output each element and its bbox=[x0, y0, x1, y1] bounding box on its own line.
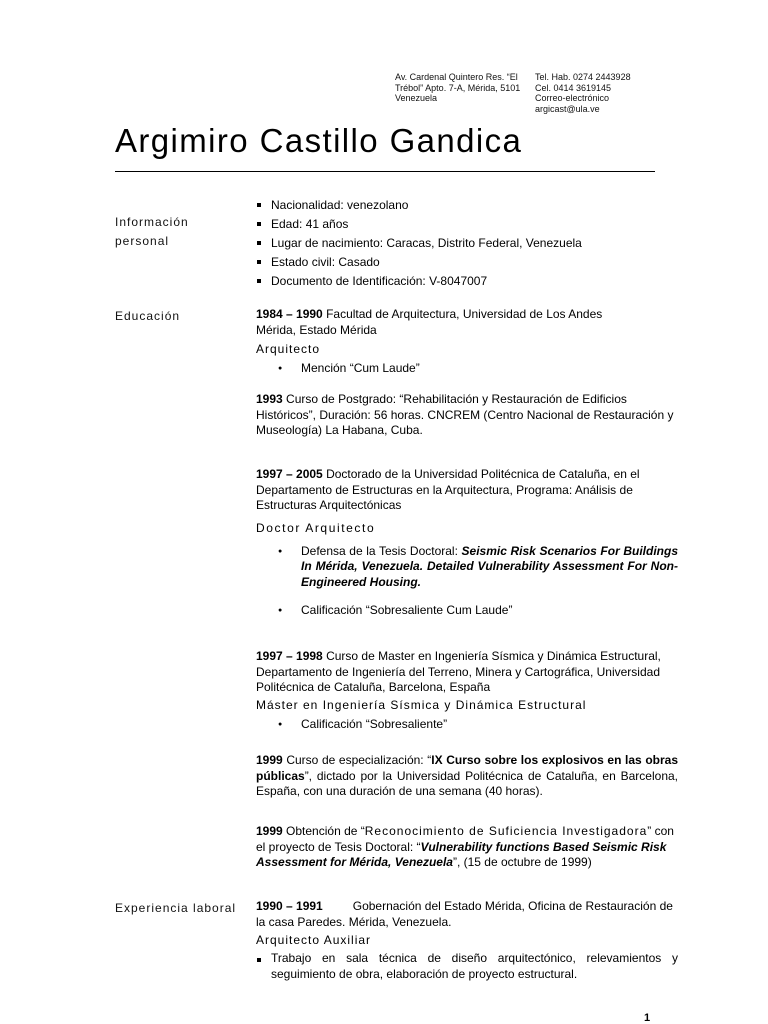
list-item: ● Calificación “Sobresaliente” bbox=[256, 717, 678, 733]
education-entry-6 bbox=[256, 824, 678, 871]
entry-year: 1993 bbox=[256, 392, 283, 406]
degree-title: Máster en Ingeniería Sísmica y Dinámica Estructural bbox=[256, 697, 587, 712]
entry-text: Facultad de Arquitectura, Universidad de Los Andes bbox=[322, 307, 603, 321]
entry-text: Curso de especialización: “ bbox=[282, 753, 432, 767]
list-item: Edad: 41 años bbox=[256, 215, 678, 234]
section-label-personal bbox=[115, 213, 189, 251]
entry-text: Doctorado de la Universidad Politécnica de Cataluña, en el Departamento de Estructuras en la Arquitectura, Programa: Análisis de Estructuras Arquitectónicas bbox=[256, 467, 640, 512]
label-line-1: Información bbox=[115, 215, 189, 229]
degree-title: Doctor Arquitecto bbox=[256, 520, 376, 535]
address-block bbox=[395, 72, 523, 104]
label-line-2: personal bbox=[115, 234, 170, 248]
list-item: Estado civil: Casado bbox=[256, 253, 678, 272]
list-item: ● Mención “Cum Laude” bbox=[256, 361, 678, 377]
list-item: Trabajo en sala técnica de diseño arquitectónico, relevamientos y seguimiento de obra, elaboración de proyecto estructural. bbox=[256, 951, 678, 982]
list-item: ● Calificación “Sobresaliente Cum Laude” bbox=[256, 603, 678, 619]
email-label: Correo-electrónico bbox=[535, 93, 610, 103]
entry-text-2: ” con el proyecto de Tesis Doctoral: “ bbox=[256, 824, 674, 854]
job-duties bbox=[256, 951, 678, 982]
address-line-2: Trébol” Apto. 7-A, Mérida, 5101 bbox=[395, 82, 521, 93]
entry-text: Gobernación del Estado Mérida, Oficina de Restauración de la casa Paredes. Mérida, Venezuela. bbox=[256, 899, 673, 929]
email-address: argicast@ula.ve bbox=[535, 103, 600, 114]
education-entry-5 bbox=[256, 753, 678, 800]
recognition-title: Reconocimiento de Suficiencia Investigadora bbox=[364, 824, 648, 838]
thesis-label: Defensa de la Tesis Doctoral: bbox=[301, 543, 462, 558]
entry-text: Curso de Master en Ingeniería Sísmica y Dinámica Estructural, Departamento de Ingeniería del Terreno, Minera y Cartográfica, Universidad Politécnica de Cataluña, Barcelona, España bbox=[256, 649, 661, 694]
personal-info bbox=[256, 196, 678, 291]
list-item: Lugar de nacimiento: Caracas, Distrito Federal, Venezuela bbox=[256, 234, 678, 253]
experience-entry-1 bbox=[256, 899, 678, 982]
list-item: Nacionalidad: venezolano bbox=[256, 196, 678, 215]
phone-block bbox=[535, 72, 665, 114]
job-title: Arquitecto Auxiliar bbox=[256, 933, 372, 947]
entry-years: 1990 – 1991 bbox=[256, 899, 323, 913]
entry-text-3: ”, (15 de octubre de 1999) bbox=[452, 855, 592, 869]
home-phone: Tel. Hab. 0274 2443928 bbox=[535, 72, 631, 82]
education-entry-3 bbox=[256, 467, 678, 619]
education-entry-1 bbox=[256, 307, 678, 377]
cell-phone: Cel. 0414 3619145 bbox=[535, 82, 612, 93]
personal-list bbox=[256, 196, 678, 291]
degree-title: Arquitecto bbox=[256, 342, 321, 356]
entry-years: 1984 – 1990 bbox=[256, 307, 323, 321]
entry-text-2: ”, dictado por la Universidad Politécnica de Cataluña, en Barcelona, España, con una duración de una semana (40 horas). bbox=[256, 768, 678, 798]
entry-text: Obtención de “ bbox=[282, 824, 365, 838]
address-line-1: Av. Cardenal Quintero Res. “El bbox=[395, 72, 518, 82]
list-item bbox=[256, 544, 678, 591]
section-label-experience: Experiencia laboral bbox=[115, 901, 237, 915]
thesis-title: Seismic Risk Scenarios For Buildings In Mérida, Venezuela. Detailed Vulnerability Assessment For Non-Engineered Housing. bbox=[301, 543, 678, 589]
entry-years: 1997 – 1998 bbox=[256, 649, 323, 663]
entry-year: 1999 bbox=[256, 824, 283, 838]
section-label-education: Educación bbox=[115, 309, 181, 323]
address-line-3: Venezuela bbox=[395, 93, 438, 103]
entry-text-2: Mérida, Estado Mérida bbox=[256, 322, 377, 337]
entry-year: 1999 bbox=[256, 753, 283, 767]
page-number: 1 bbox=[644, 1012, 651, 1024]
title-divider bbox=[115, 171, 655, 172]
education-entry-4 bbox=[256, 649, 678, 732]
entry-text: Curso de Postgrado: “Rehabilitación y Restauración de Edificios Históricos”, Duración: 56 horas. CNCREM (Centro Nacional de Restauración y Museología) La Habana, Cuba. bbox=[256, 392, 674, 437]
course-title: IX Curso sobre los explosivos en las obras públicas bbox=[256, 753, 678, 783]
entry-years: 1997 – 2005 bbox=[256, 467, 323, 481]
education-entry-2 bbox=[256, 392, 678, 439]
thesis-title: Vulnerability functions Based Seismic Risk Assessment for Mérida, Venezuela bbox=[256, 839, 667, 869]
list-item: Documento de Identificación: V-8047007 bbox=[256, 272, 678, 291]
page-title: Argimiro Castillo Gandica bbox=[115, 122, 523, 159]
